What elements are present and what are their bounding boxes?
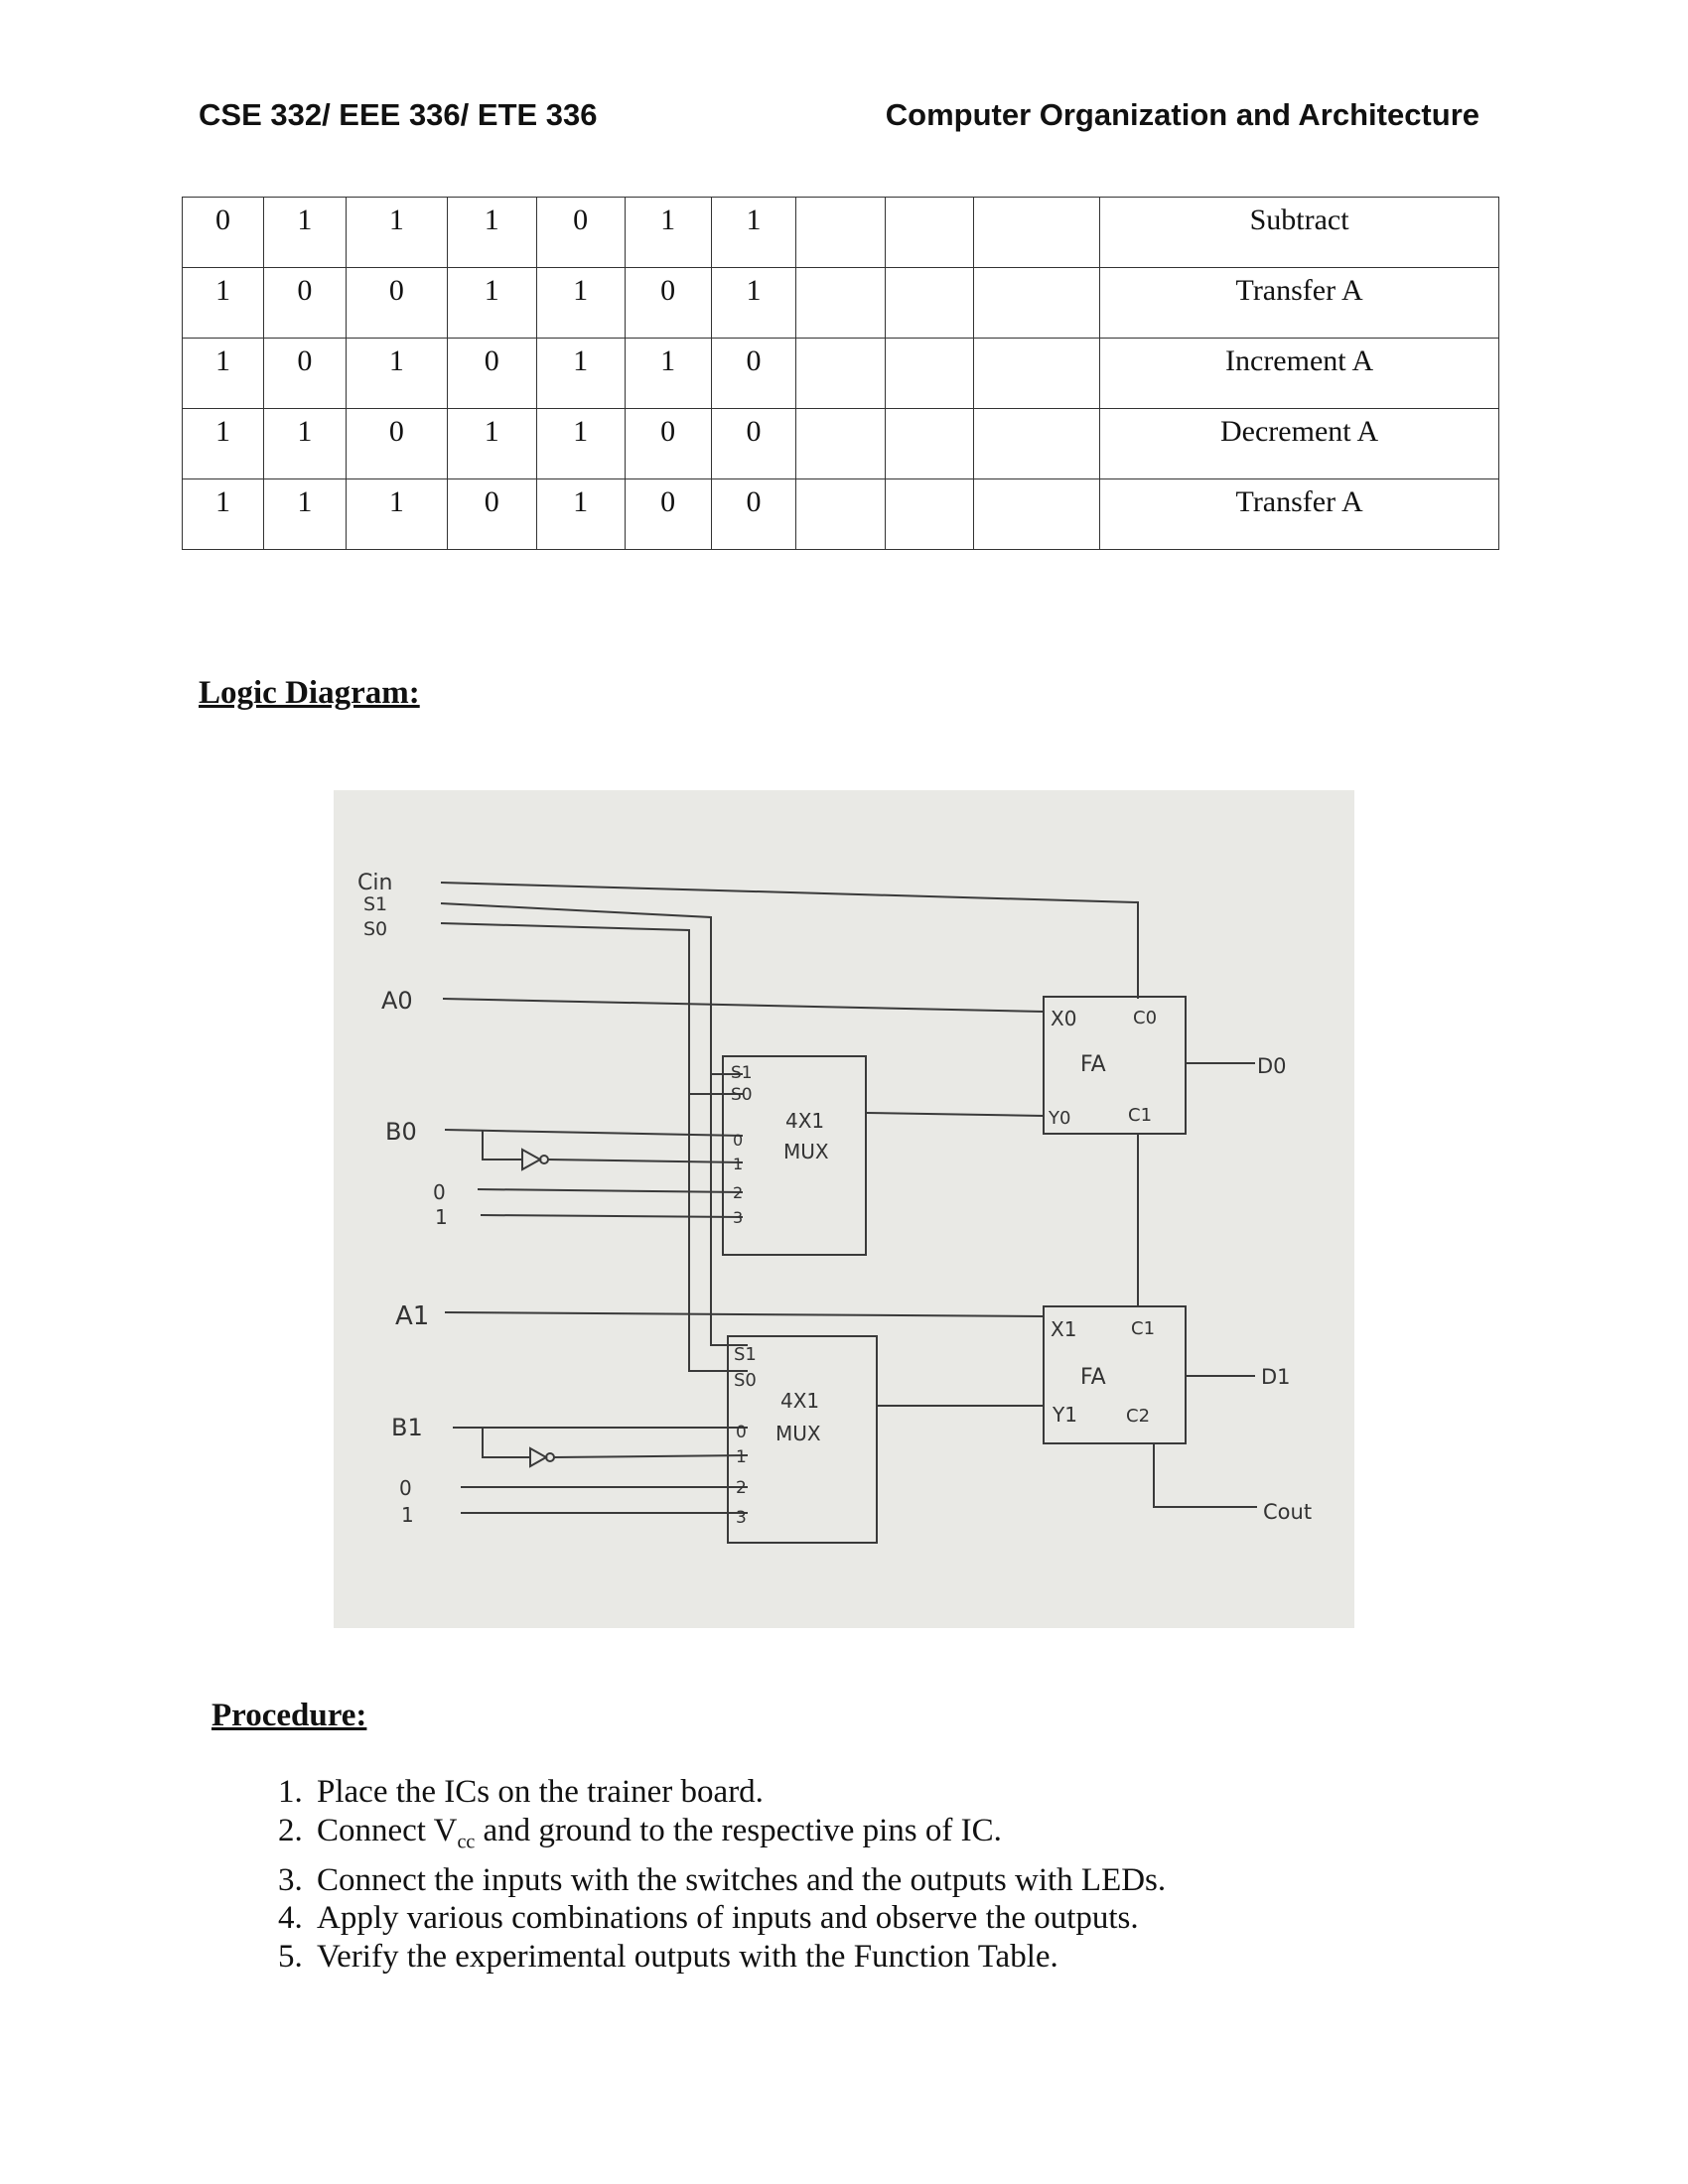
table-cell xyxy=(886,268,974,339)
logic-diagram xyxy=(334,790,1354,1628)
table-row xyxy=(183,409,1499,479)
mux1-label-bottom: MUX xyxy=(775,1422,821,1445)
mux0-pin-s0: S0 xyxy=(731,1085,753,1105)
mux1-pin-1: 1 xyxy=(736,1447,747,1467)
mux1-pin-s0: S0 xyxy=(734,1370,757,1391)
mux0-pin-3: 3 xyxy=(733,1208,744,1227)
step-text: Connect V xyxy=(317,1812,458,1848)
table-cell: 1 xyxy=(536,479,625,550)
table-cell: 0 xyxy=(263,268,346,339)
mux0-label-bottom: MUX xyxy=(783,1140,829,1163)
wire-const-0 xyxy=(478,1189,743,1192)
inverter-b0 xyxy=(522,1150,540,1169)
function-table xyxy=(182,197,1499,550)
label-s0: S0 xyxy=(363,918,388,940)
operation-cell: Decrement A xyxy=(1100,409,1499,479)
table-cell: 0 xyxy=(711,339,796,409)
table-cell xyxy=(796,268,886,339)
table-cell xyxy=(886,339,974,409)
operation-cell: Increment A xyxy=(1100,339,1499,409)
inverter-b1 xyxy=(530,1448,546,1466)
table-cell: 1 xyxy=(263,198,346,268)
label-d0: D0 xyxy=(1257,1054,1287,1078)
fa1-label: FA xyxy=(1080,1365,1106,1390)
label-const-0-lower: 0 xyxy=(399,1476,412,1500)
table-row xyxy=(183,198,1499,268)
table-cell xyxy=(886,409,974,479)
label-cout: Cout xyxy=(1263,1500,1313,1524)
mux0-pin-0: 0 xyxy=(733,1131,744,1150)
step-text: and ground to the respective pins of IC. xyxy=(475,1812,1002,1848)
table-cell: 1 xyxy=(625,339,711,409)
label-const-1: 1 xyxy=(435,1205,448,1229)
procedure-heading: Procedure: xyxy=(211,1698,367,1733)
table-cell: 0 xyxy=(346,268,447,339)
list-item: 1. Place the ICs on the trainer board. xyxy=(311,1773,1166,1812)
mux0-pin-1: 1 xyxy=(733,1155,744,1173)
table-cell xyxy=(796,198,886,268)
table-cell: 1 xyxy=(346,479,447,550)
label-b0: B0 xyxy=(385,1118,417,1146)
fa1-pin-cin: C1 xyxy=(1131,1318,1156,1339)
table-cell: 0 xyxy=(447,479,536,550)
label-a1: A1 xyxy=(395,1301,430,1331)
wire-const-1 xyxy=(481,1215,743,1217)
course-title: Computer Organization and Architecture xyxy=(885,97,1479,132)
mux1-pin-2: 2 xyxy=(736,1478,747,1498)
operation-cell: Transfer A xyxy=(1100,268,1499,339)
wire-mux0-out xyxy=(866,1113,1044,1116)
label-b1: B1 xyxy=(391,1414,423,1441)
operation-cell: Transfer A xyxy=(1100,479,1499,550)
fa0-pin-y: Y0 xyxy=(1049,1108,1071,1129)
table-cell xyxy=(886,479,974,550)
table-cell: 1 xyxy=(346,339,447,409)
label-cin: Cin xyxy=(357,871,393,895)
table-cell: 1 xyxy=(183,479,264,550)
label-s1: S1 xyxy=(363,893,388,915)
table-cell: 1 xyxy=(536,268,625,339)
table-cell: 1 xyxy=(183,268,264,339)
table-cell xyxy=(974,198,1100,268)
table-cell xyxy=(974,479,1100,550)
table-cell: 1 xyxy=(447,268,536,339)
table-cell xyxy=(974,268,1100,339)
operation-cell: Subtract xyxy=(1100,198,1499,268)
procedure-list xyxy=(253,1773,1166,1976)
label-const-0: 0 xyxy=(433,1180,446,1204)
wire-cin xyxy=(441,883,1138,999)
logic-diagram-heading: Logic Diagram: xyxy=(199,675,420,711)
fa1-pin-y: Y1 xyxy=(1053,1403,1077,1427)
list-item: 5. Verify the experimental outputs with the Function Table. xyxy=(311,1938,1166,1977)
wire-b0-complement xyxy=(548,1160,743,1162)
fa1-pin-cout: C2 xyxy=(1126,1406,1151,1427)
table-cell: 0 xyxy=(625,268,711,339)
wire-cout xyxy=(1154,1443,1257,1507)
table-cell: 0 xyxy=(183,198,264,268)
table-cell: 1 xyxy=(536,409,625,479)
table-cell: 0 xyxy=(625,409,711,479)
mux1-pin-s1: S1 xyxy=(734,1344,757,1365)
mux1-label-top: 4X1 xyxy=(780,1389,820,1413)
table-cell: 0 xyxy=(711,409,796,479)
label-const-1-lower: 1 xyxy=(401,1503,414,1527)
wire-s0 xyxy=(441,923,743,1094)
table-cell xyxy=(974,339,1100,409)
wire-a1 xyxy=(445,1312,1044,1316)
wire-b0 xyxy=(445,1130,743,1136)
table-cell: 1 xyxy=(183,409,264,479)
wire-b1-complement xyxy=(554,1455,748,1457)
table-cell: 1 xyxy=(447,409,536,479)
table-cell: 1 xyxy=(447,198,536,268)
table-cell: 1 xyxy=(263,479,346,550)
table-cell: 0 xyxy=(536,198,625,268)
table-cell: 0 xyxy=(625,479,711,550)
logic-diagram-drawing xyxy=(334,790,1354,1628)
table-row xyxy=(183,479,1499,550)
table-row xyxy=(183,268,1499,339)
table-cell xyxy=(796,479,886,550)
wire-a0 xyxy=(443,999,1044,1012)
table-cell: 1 xyxy=(346,198,447,268)
wire-s1 xyxy=(441,903,743,1074)
mux0-pin-s1: S1 xyxy=(731,1063,753,1083)
table-cell: 0 xyxy=(346,409,447,479)
list-item xyxy=(311,1812,1166,1861)
table-cell: 1 xyxy=(711,268,796,339)
mux1-pin-0: 0 xyxy=(736,1423,747,1442)
fa1-pin-x: X1 xyxy=(1051,1317,1077,1341)
fa0-label: FA xyxy=(1080,1052,1106,1077)
table-cell xyxy=(974,409,1100,479)
table-cell xyxy=(796,339,886,409)
table-cell xyxy=(886,198,974,268)
table-cell: 1 xyxy=(536,339,625,409)
fa0-pin-cout: C1 xyxy=(1128,1105,1153,1126)
table-cell: 0 xyxy=(447,339,536,409)
list-item: 3. Connect the inputs with the switches and the outputs with LEDs. xyxy=(311,1861,1166,1900)
list-item: 4. Apply various combinations of inputs and observe the outputs. xyxy=(311,1899,1166,1938)
table-cell xyxy=(796,409,886,479)
table-cell: 1 xyxy=(711,198,796,268)
table-row xyxy=(183,339,1499,409)
step-subscript: cc xyxy=(457,1831,476,1853)
table-cell: 0 xyxy=(711,479,796,550)
label-d1: D1 xyxy=(1261,1365,1291,1389)
course-codes: CSE 332/ EEE 336/ ETE 336 xyxy=(199,97,598,132)
table-cell: 0 xyxy=(263,339,346,409)
mux1-pin-3: 3 xyxy=(736,1508,747,1528)
fa0-pin-cin: C0 xyxy=(1133,1008,1158,1028)
mux0-label-top: 4X1 xyxy=(785,1109,825,1133)
fa0-pin-x: X0 xyxy=(1051,1007,1077,1030)
table-cell: 1 xyxy=(625,198,711,268)
wire-b0-branch xyxy=(483,1131,522,1160)
mux0-pin-2: 2 xyxy=(733,1183,744,1202)
wire-b1-branch xyxy=(483,1428,530,1457)
label-a0: A0 xyxy=(381,987,413,1015)
table-cell: 1 xyxy=(183,339,264,409)
table-cell: 1 xyxy=(263,409,346,479)
